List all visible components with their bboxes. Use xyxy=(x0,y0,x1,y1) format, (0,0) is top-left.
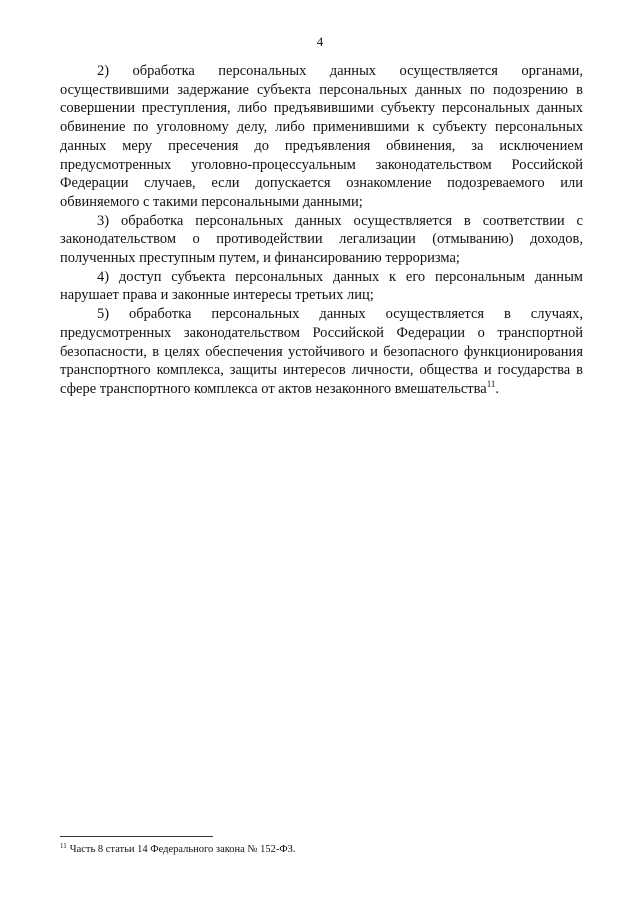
paragraph-item-5: 5) обработка персональных данных осуществляется в случаях, предусмотренных законодательством Российской Федерации о транспортной безопасности, в целях обеспечения устойчивого и безопасного функционирования транспортного комплекса, защиты интересов личности, общества и государства в сфере транспортного комплекса от актов незаконного вмешательства$^{11}$. xyxy=(60,306,583,397)
footnote-divider xyxy=(60,836,213,837)
page-number: 4 xyxy=(316,34,324,49)
footnote-text: Часть 8 статьи 14 Федерального закона № 152-ФЗ. xyxy=(69,844,296,855)
paragraph-item-3 xyxy=(60,212,583,268)
paragraph-text: 4) доступ субъекта персональных данных к его персональным данным нарушает права и законные интересы третьих лиц; xyxy=(60,268,583,304)
document-body xyxy=(60,62,583,399)
footnote-marker: 11 xyxy=(60,841,67,850)
footnote xyxy=(60,843,583,857)
paragraph-item-2 xyxy=(60,62,583,212)
paragraph-text: 5) обработка персональных данных осуществляется в случаях, предусмотренных законодательством Российской Федерации о транспортной безопасности, в целях обеспечения устойчивого и безопасного функционирования транспортного комплекса, защиты интересов личности, общества и государства в сфере транспортного комплекса от актов незаконного вмешательства xyxy=(60,306,583,397)
paragraph-text: 3) обработка персональных данных осуществляется в соответствии с законодательством о противодействии легализации (отмыванию) доходов, полученных преступным путем, и финансированию терроризма; xyxy=(60,212,583,267)
footnote-reference: 11 xyxy=(486,379,496,390)
paragraph-item-4 xyxy=(60,268,583,305)
paragraph-text: 2) обработка персональных данных осуществляется органами, осуществившими задержание субъекта персональных данных по подозрению в совершении преступления, либо предъявившими субъекту персональных данных обвинение по уголовному делу, либо применившими к субъекту персональных данных меру пресечения до предъявления обвинения, за исключением предусмотренных уголовно-процессуальным законодательством Российской Федерации случаев, если допускается ознакомление подозреваемого или обвиняемого с такими персональными данными; xyxy=(60,63,583,210)
